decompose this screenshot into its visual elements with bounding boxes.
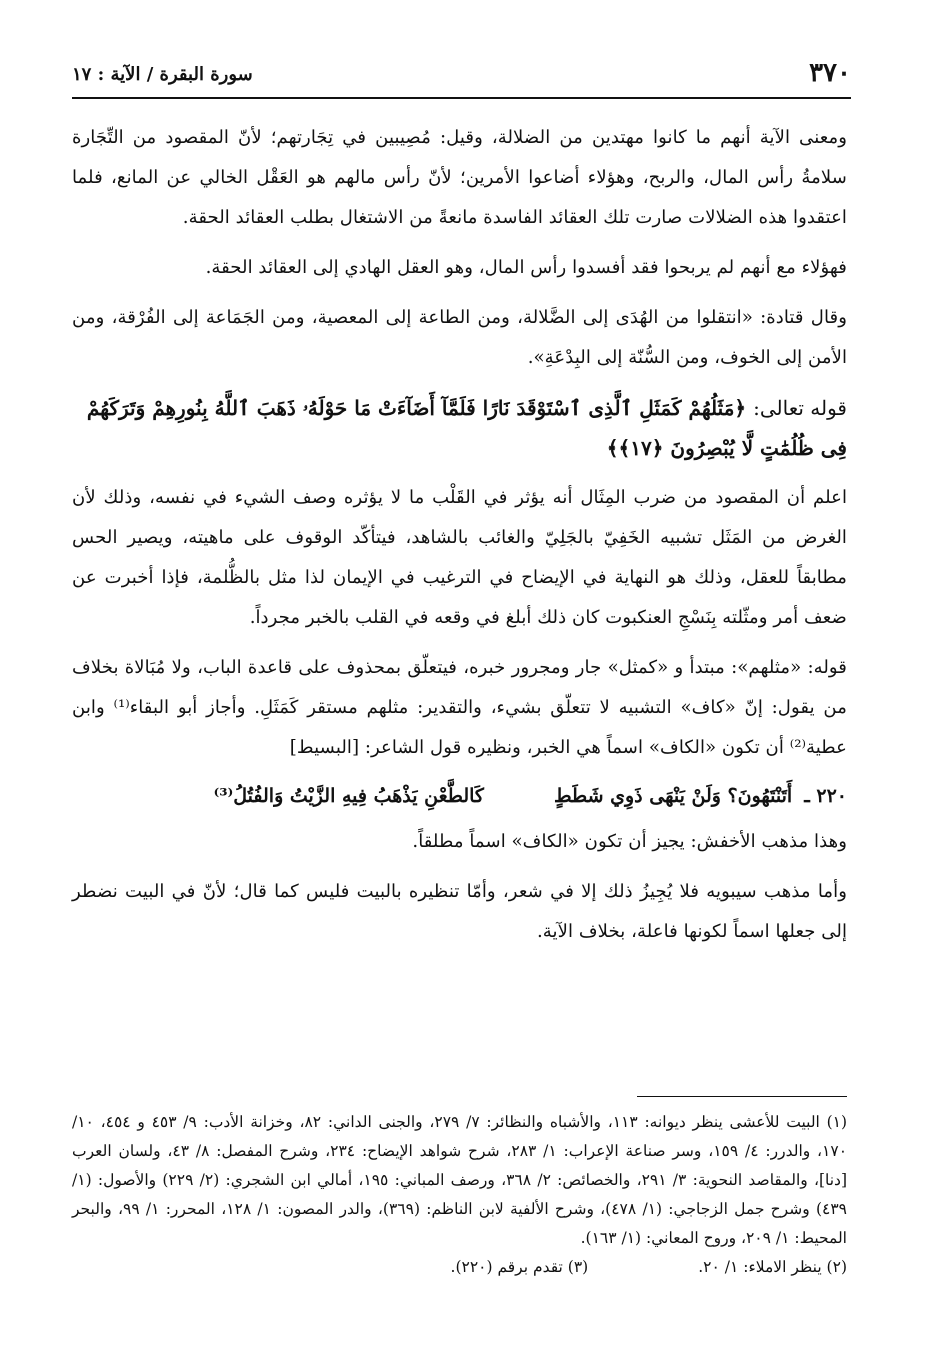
paragraph: وأما مذهب سيبويه فلا يُجِيزُ ذلك إلا في شعر، وأمّا تنظيره بالبيت فليس كما قال؛ لأنّ في البيت نضطر إلى جعلها اسماً لكونها فاعلة، بخلاف الآية. bbox=[72, 881, 847, 942]
page-number: ٣٧٠ bbox=[809, 58, 851, 88]
quran-lead: قوله تعالى: bbox=[753, 396, 847, 420]
paragraph: وقال قتادة: «انتقلوا من الهُدَى إلى الضَّلالة، ومن الطاعة إلى المعصية، ومن الجَمَاعة إلى الفُرْقة، ومن الأمن إلى الخوف، ومن السُّنّة إلى البِدْعَةِ». bbox=[72, 307, 847, 368]
poem-number: ٢٢٠ ـ bbox=[804, 785, 847, 807]
footnote-rule bbox=[637, 1096, 847, 1097]
page-header bbox=[72, 58, 851, 92]
header-rule bbox=[72, 97, 851, 99]
running-title: سورة البقرة / الآية : ١٧ bbox=[72, 64, 253, 85]
footnote-1: (١) البيت للأعشى ينظر ديوانه: ١١٣، والأشباه والنظائر: ٧/ ٢٧٩، والجنى الداني: ٨٢، وخزانة الأدب: ٩/ ٤٥٣ و ٤٥٤، ١٠/ ١٧٠، والدرر: ٤/ ١٥٩، وسر صناعة الإعراب: ١/ ٢٨٣، شرح شواهد الإيضاح: ٢٣٤، وشرح المفصل: ٨/ ٤٣، ولسان العرب [دنا]، والمقاصد النحوية: ٣/ ٢٩١، والخصائص: ٢/ ٣٦٨، ورصف المباني: ١٩٥، أمالي ابن الشجري: (٢/ ٢٢٩) والأصول: (١/ ٤٣٩) وشرح جمل الزجاجي: (١/ ٤٧٨)، وشرح الألفية لابن الناظم: (٣٦٩)، والدر المصون: ١/ ١٢٨، المحرر: ١/ ٩٩، والبحر المحيط: ١/ ٢٠٩، وروح المعاني: (١/ ١٦٣). bbox=[72, 1113, 848, 1247]
paragraph: وهذا مذهب الأخفش: يجيز أن تكون «الكاف» اسماً مطلقاً. bbox=[412, 831, 847, 852]
footnotes bbox=[72, 1108, 847, 1282]
quran-verse: ﴿مَثَلُهُمْ كَمَثَلِ ٱلَّذِى ٱسْتَوْقَدَ نَارًا فَلَمَّآ أَضَآءَتْ مَا حَوْلَهُۥ ذَهَبَ ٱللَّهُ بِنُورِهِمْ وَتَرَكَهُمْ فِى ظُلُمَٰتٍ لَّا يُبْصِرُونَ ﴿١٧﴾﴾ bbox=[86, 396, 847, 460]
footnote-2: (٢) ينظر الاملاء: ١/ ٢٠. bbox=[698, 1258, 847, 1276]
paragraph: اعلم أن المقصود من ضرب المِثَال أنه يؤثر في القَلْب ما لا يؤثره وصف الشيء في نفسه، وذلك لأن الغرض من المَثَل تشبيه الخَفِيّ بالجَلِيّ والغائب بالشاهد، فيتأكّد الوقوف على ماهيته، ويصير الحس مطابقاً للعقل، وذلك هو النهاية في الإيضاح في الترغيب في الإيمان لذا مثل بالظُّلمة، فإذا أخبرت عن ضعف أمر ومثّلته بِنَسْجِ العنكبوت كان ذلك أبلغ في وقعه في القلب بالخبر مجرداً. bbox=[72, 487, 847, 628]
paragraph: فهؤلاء مع أنهم لم يربحوا فقد أفسدوا رأس المال، وهو العقل الهادي إلى العقائد الحقة. bbox=[205, 257, 847, 278]
poem-hemistich-2: كَالطَّعْنِ يَذْهَبُ فِيهِ الزَّيْتُ وَالفُتُلُ⁽³⁾ bbox=[213, 785, 484, 807]
footnote-3: (٣) تقدم برقم (٢٢٠). bbox=[450, 1258, 589, 1276]
poem-hemistich-1: أَتَنْتَهُونَ؟ وَلَنْ يَنْهَى ذَوِي شَطَطٍ bbox=[553, 785, 793, 807]
poem-verse bbox=[72, 778, 847, 814]
paragraph: قوله: «مثلهم»: مبتدأ و «كمثل» جار ومجرور خبره، فيتعلّق بمحذوف على قاعدة الباب، ولا مُبَالاة بخلاف من يقول: إنّ «كاف» التشبيه لا تتعلّق بشيء، والتقدير: مثلهم مستقر كَمَثَلِ. وأجاز أبو البقاء⁽¹⁾ وابن عطية⁽²⁾ أن تكون «الكاف» اسماً هي الخبر، ونظيره قول الشاعر: [البسيط] bbox=[72, 657, 847, 758]
paragraph: ومعنى الآية أنهم ما كانوا مهتدين من الضلالة، وقيل: مُصِيبين في تِجَارتهم؛ لأنّ المقصود من التِّجَارة سلامةُ رأس المال، والربح، وهؤلاء أضاعوا الأمرين؛ لأنّ رأس مالهم هو العَقْل الخالي عن المانع، فلما اعتقدوا هذه الضلالات صارت تلك العقائد الفاسدة مانعةً من الاشتغال بطلب العقائد الحقة. bbox=[72, 127, 847, 228]
quran-verse-block bbox=[72, 388, 847, 468]
footnote-row bbox=[72, 1253, 847, 1282]
main-text bbox=[72, 118, 847, 962]
